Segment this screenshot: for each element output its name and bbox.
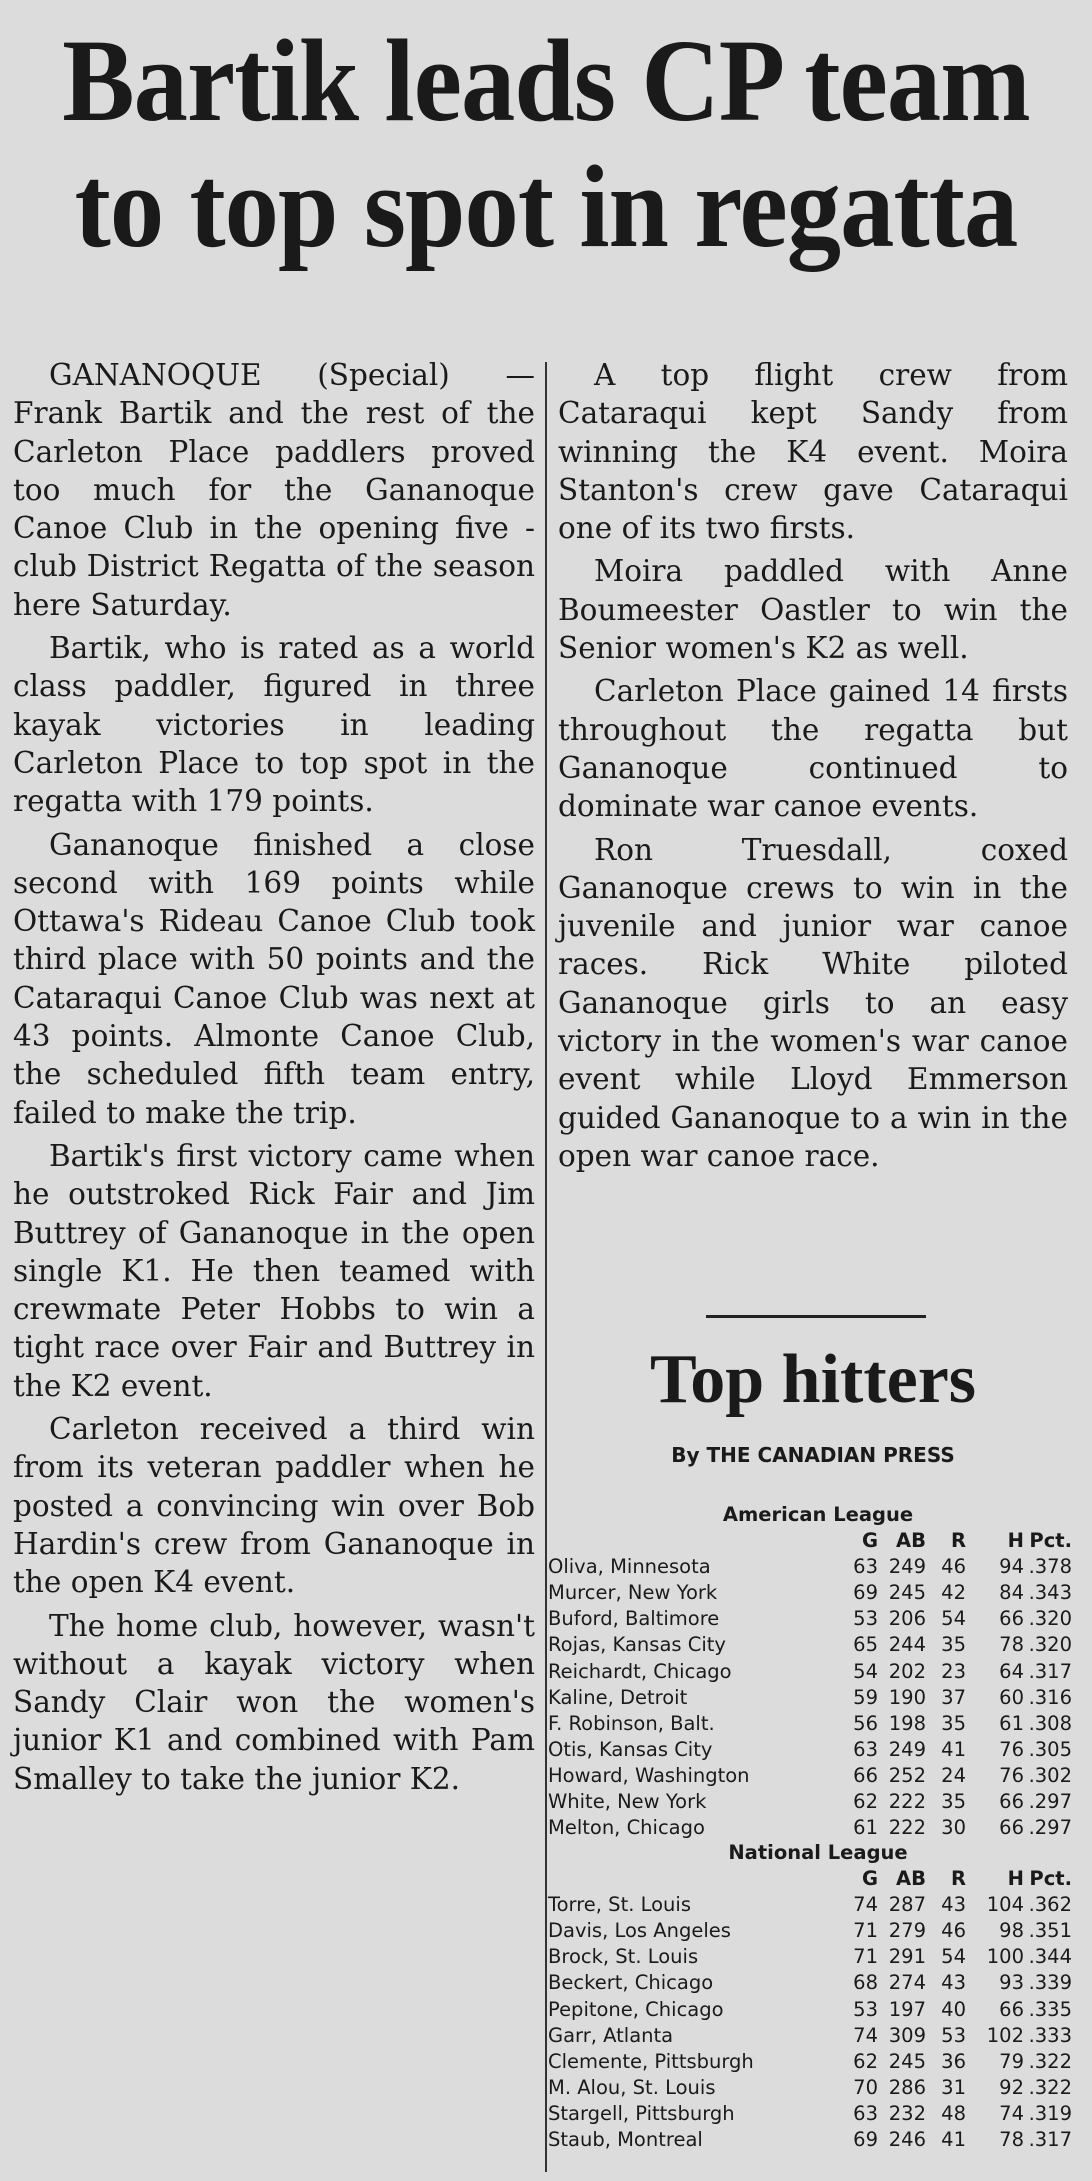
stat-cell: 60 bbox=[999, 1685, 1024, 1709]
stat-cell: 74 bbox=[853, 2023, 878, 2047]
stat-cell: 198 bbox=[888, 1711, 926, 1735]
header-cell: Pct. bbox=[1029, 1529, 1072, 1553]
table-row bbox=[548, 1892, 1072, 1918]
stat-cell: 35 bbox=[941, 1711, 966, 1735]
table-row bbox=[548, 1815, 1072, 1841]
stat-cell: 62 bbox=[853, 2049, 878, 2073]
stat-cell: 102 bbox=[986, 2023, 1024, 2047]
paragraph: A top flight crew from Cataraqui kept Sandy from winning the K4 event. Moira Stanton's crew gave Cataraqui one of its two firsts. bbox=[558, 358, 1068, 546]
stat-cell: 53 bbox=[853, 1997, 878, 2021]
player-cell: F. Robinson, Balt. bbox=[548, 1711, 715, 1735]
table-row bbox=[548, 1606, 1072, 1632]
stat-cell: .320 bbox=[1028, 1633, 1072, 1657]
national-league-table bbox=[548, 1840, 1072, 2153]
stat-cell: 245 bbox=[888, 2049, 926, 2073]
player-cell: Clemente, Pittsburgh bbox=[548, 2049, 754, 2073]
stat-cell: 35 bbox=[941, 1790, 966, 1814]
stat-cell: .322 bbox=[1028, 2075, 1072, 2099]
stat-cell: 59 bbox=[853, 1685, 878, 1709]
stat-cell: .297 bbox=[1028, 1816, 1072, 1840]
header-cell bbox=[548, 1866, 840, 1892]
player-cell: Otis, Kansas City bbox=[548, 1737, 713, 1761]
table-row bbox=[548, 2075, 1072, 2101]
table-row bbox=[548, 1763, 1072, 1789]
stat-cell: 69 bbox=[853, 1581, 878, 1605]
stat-cell: 41 bbox=[941, 2128, 966, 2152]
stat-cell: 46 bbox=[941, 1555, 966, 1579]
stat-cell: 70 bbox=[853, 2075, 878, 2099]
stat-cell: 30 bbox=[941, 1816, 966, 1840]
stat-cell: 66 bbox=[999, 1790, 1024, 1814]
header-cell: G bbox=[861, 1867, 878, 1891]
stat-cell: .316 bbox=[1028, 1685, 1072, 1709]
table-row bbox=[548, 2127, 1072, 2153]
stat-cell: .320 bbox=[1028, 1607, 1072, 1631]
stat-cell: 36 bbox=[941, 2049, 966, 2073]
player-cell: Beckert, Chicago bbox=[548, 1971, 714, 1995]
stat-cell: 249 bbox=[888, 1555, 926, 1579]
paragraph: Gananoque finished a close second with 169 points while Ottawa's Rideau Canoe Club took third place with 50 points and the Cataraqui Canoe Club was next at 43 points. Almonte Canoe Club, the scheduled fifth team entry, failed to make the trip. bbox=[13, 827, 535, 1130]
stat-cell: 252 bbox=[888, 1763, 926, 1787]
header-cell: Pct. bbox=[1029, 1867, 1072, 1891]
table-body bbox=[548, 1554, 1072, 1841]
header-cell: AB bbox=[896, 1529, 926, 1553]
stat-cell: 54 bbox=[941, 1945, 966, 1969]
paragraph: Bartik's first victory came when he outstroked Rick Fair and Jim Buttrey of Gananoque in the open single K1. He then teamed with crewmate Peter Hobbs to win a tight race over Fair and Buttrey in the K2 event. bbox=[13, 1138, 535, 1403]
american-league-table bbox=[548, 1502, 1072, 1841]
stat-cell: .322 bbox=[1028, 2049, 1072, 2073]
stat-cell: 222 bbox=[888, 1816, 926, 1840]
stat-cell: .362 bbox=[1028, 1893, 1072, 1917]
stat-cell: .344 bbox=[1028, 1945, 1072, 1969]
stat-cell: 53 bbox=[941, 2023, 966, 2047]
player-cell: Kaline, Detroit bbox=[548, 1685, 688, 1709]
stat-cell: .317 bbox=[1028, 2128, 1072, 2152]
table-row bbox=[548, 1789, 1072, 1815]
stat-cell: 54 bbox=[853, 1659, 878, 1683]
stat-cell: .305 bbox=[1028, 1737, 1072, 1761]
table-row bbox=[548, 1554, 1072, 1580]
stat-cell: 63 bbox=[853, 1737, 878, 1761]
player-cell: Melton, Chicago bbox=[548, 1816, 705, 1840]
stat-cell: 64 bbox=[999, 1659, 1024, 1683]
stat-cell: 78 bbox=[999, 1633, 1024, 1657]
stat-cell: 74 bbox=[999, 2101, 1024, 2125]
stat-cell: 65 bbox=[853, 1633, 878, 1657]
paragraph: GANANOQUE (Special) — Frank Bartik and the rest of the Carleton Place paddlers proved too much for the Gananoque Canoe Club in the opening five - club District Regatta of the season here Saturday. bbox=[13, 358, 535, 622]
table-row bbox=[548, 1659, 1072, 1685]
stat-cell: 309 bbox=[888, 2023, 926, 2047]
paragraph: The home club, however, wasn't without a kayak victory when Sandy Clair won the women's junior K1 and combined with Pam Smalley to take the junior K2. bbox=[13, 1608, 535, 1796]
stat-cell: 61 bbox=[999, 1711, 1024, 1735]
headline-line-2: to top spot in regatta bbox=[74, 141, 1018, 272]
stat-cell: 245 bbox=[888, 1581, 926, 1605]
stat-cell: .319 bbox=[1028, 2101, 1072, 2125]
paragraph: Carleton received a third win from its veteran paddler when he posted a convincing win over Bob Hardin's crew from Gananoque in the open K4 event. bbox=[13, 1412, 535, 1600]
player-cell: Oliva, Minnesota bbox=[548, 1555, 711, 1579]
stat-cell: 46 bbox=[941, 1919, 966, 1943]
stat-cell: 100 bbox=[986, 1945, 1024, 1969]
stat-cell: 66 bbox=[999, 1816, 1024, 1840]
stat-cell: 74 bbox=[853, 1893, 878, 1917]
stat-cell: 279 bbox=[888, 1919, 926, 1943]
header-cell: R bbox=[950, 1529, 966, 1553]
stat-cell: 24 bbox=[941, 1763, 966, 1787]
stat-cell: 63 bbox=[853, 2101, 878, 2125]
stat-cell: 66 bbox=[853, 1763, 878, 1787]
column-divider bbox=[545, 362, 547, 2172]
stat-cell: 206 bbox=[888, 1607, 926, 1631]
player-cell: Garr, Atlanta bbox=[548, 2023, 674, 2047]
article-right-column bbox=[558, 356, 1068, 1175]
stat-cell: 190 bbox=[888, 1685, 926, 1709]
stat-cell: 61 bbox=[853, 1816, 878, 1840]
stat-cell: 222 bbox=[888, 1790, 926, 1814]
table-row bbox=[548, 1970, 1072, 1996]
table-row bbox=[548, 1997, 1072, 2023]
header-cell: H bbox=[1007, 1529, 1024, 1553]
stat-cell: 68 bbox=[853, 1971, 878, 1995]
stat-cell: 98 bbox=[999, 1919, 1024, 1943]
stat-cell: 232 bbox=[888, 2101, 926, 2125]
stat-cell: 43 bbox=[941, 1971, 966, 1995]
headline-line-1: Bartik leads CP team bbox=[62, 15, 1030, 146]
stat-cell: .317 bbox=[1028, 1659, 1072, 1683]
stat-cell: 76 bbox=[999, 1737, 1024, 1761]
stat-cell: 286 bbox=[888, 2075, 926, 2099]
stat-cell: 78 bbox=[999, 2128, 1024, 2152]
stat-cell: 63 bbox=[853, 1555, 878, 1579]
table-row bbox=[548, 2049, 1072, 2075]
player-cell: Torre, St. Louis bbox=[548, 1893, 691, 1917]
stat-cell: .351 bbox=[1028, 1919, 1072, 1943]
stat-cell: 48 bbox=[941, 2101, 966, 2125]
stat-cell: .378 bbox=[1028, 1555, 1072, 1579]
stat-cell: 76 bbox=[999, 1763, 1024, 1787]
header-cell: G bbox=[861, 1529, 878, 1553]
stat-cell: 197 bbox=[888, 1997, 926, 2021]
stat-cell: 94 bbox=[999, 1555, 1024, 1579]
player-cell: Staub, Montreal bbox=[548, 2128, 703, 2152]
paragraph: Carleton Place gained 14 firsts throughout the regatta but Gananoque continued to dominate war canoe events. bbox=[558, 674, 1068, 824]
stat-cell: 246 bbox=[888, 2128, 926, 2152]
stat-cell: .302 bbox=[1028, 1763, 1072, 1787]
stat-cell: 37 bbox=[941, 1685, 966, 1709]
header-cell: R bbox=[950, 1867, 966, 1891]
stat-cell: 35 bbox=[941, 1633, 966, 1657]
stat-cell: .343 bbox=[1028, 1581, 1072, 1605]
header-cell: H bbox=[1007, 1867, 1024, 1891]
header-cell bbox=[548, 1528, 840, 1554]
stat-cell: .333 bbox=[1028, 2023, 1072, 2047]
table-row bbox=[548, 1918, 1072, 1944]
player-cell: Murcer, New York bbox=[548, 1581, 718, 1605]
stat-cell: 66 bbox=[999, 1607, 1024, 1631]
table-row bbox=[548, 1632, 1072, 1658]
paragraph: Ron Truesdall, coxed Gananoque crews to win in the juvenile and junior war canoe races. Rick White piloted Gananoque girls to an easy victory in the women's war canoe event while Lloyd Emmerson guided Gananoque to a win in the open war canoe race. bbox=[558, 832, 1068, 1173]
stat-cell: 287 bbox=[888, 1893, 926, 1917]
stat-cell: 291 bbox=[888, 1945, 926, 1969]
stat-cell: .297 bbox=[1028, 1790, 1072, 1814]
player-cell: Buford, Baltimore bbox=[548, 1607, 720, 1631]
stat-cell: 84 bbox=[999, 1581, 1024, 1605]
table-header bbox=[548, 1866, 1072, 1892]
stat-cell: 71 bbox=[853, 1919, 878, 1943]
stat-cell: 40 bbox=[941, 1997, 966, 2021]
player-cell: Pepitone, Chicago bbox=[548, 1997, 724, 2021]
stat-cell: 41 bbox=[941, 1737, 966, 1761]
table-header bbox=[548, 1528, 1072, 1554]
paragraph: Moira paddled with Anne Boumeester Oastler to win the Senior women's K2 as well. bbox=[558, 554, 1068, 666]
stat-cell: .339 bbox=[1028, 1971, 1072, 1995]
league-title: National League bbox=[728, 1841, 908, 1864]
headline bbox=[44, 15, 1049, 272]
stat-cell: .308 bbox=[1028, 1711, 1072, 1735]
stat-cell: 249 bbox=[888, 1737, 926, 1761]
table-body bbox=[548, 1892, 1072, 2153]
stat-cell: 66 bbox=[999, 1997, 1024, 2021]
table-row bbox=[548, 1944, 1072, 1970]
stat-cell: 92 bbox=[999, 2075, 1024, 2099]
table-row bbox=[548, 2023, 1072, 2049]
paragraph: Bartik, who is rated as a world class paddler, figured in three kayak victories in leading Carleton Place to top spot in the regatta with 179 points. bbox=[13, 631, 535, 819]
section-rule bbox=[706, 1315, 926, 1318]
stat-cell: 62 bbox=[853, 1790, 878, 1814]
stat-cell: 31 bbox=[941, 2075, 966, 2099]
player-cell: Reichardt, Chicago bbox=[548, 1659, 732, 1683]
stat-cell: 104 bbox=[986, 1893, 1024, 1917]
player-cell: Davis, Los Angeles bbox=[548, 1919, 731, 1943]
player-cell: Rojas, Kansas City bbox=[548, 1633, 726, 1657]
stat-cell: 43 bbox=[941, 1893, 966, 1917]
header-cell: AB bbox=[896, 1867, 926, 1891]
sidebar-title: Top hitters bbox=[649, 1341, 977, 1418]
league-title: American League bbox=[722, 1503, 914, 1526]
stat-cell: 42 bbox=[941, 1581, 966, 1605]
player-cell: Stargell, Pittsburgh bbox=[548, 2101, 735, 2125]
article-left-column bbox=[13, 356, 535, 1798]
table-row bbox=[548, 1737, 1072, 1763]
stat-cell: 54 bbox=[941, 1607, 966, 1631]
stat-cell: 56 bbox=[853, 1711, 878, 1735]
sidebar-byline: By THE CANADIAN PRESS bbox=[671, 1443, 955, 1467]
player-cell: Brock, St. Louis bbox=[548, 1945, 699, 1969]
table-row bbox=[548, 1711, 1072, 1737]
table-row bbox=[548, 2101, 1072, 2127]
stat-cell: 93 bbox=[999, 1971, 1024, 1995]
player-cell: M. Alou, St. Louis bbox=[548, 2075, 716, 2099]
player-cell: White, New York bbox=[548, 1790, 707, 1814]
stat-cell: 71 bbox=[853, 1945, 878, 1969]
stat-cell: 202 bbox=[888, 1659, 926, 1683]
stat-cell: 53 bbox=[853, 1607, 878, 1631]
stat-cell: .335 bbox=[1028, 1997, 1072, 2021]
stat-cell: 23 bbox=[941, 1659, 966, 1683]
player-cell: Howard, Washington bbox=[548, 1763, 750, 1787]
stat-cell: 274 bbox=[888, 1971, 926, 1995]
stat-cell: 79 bbox=[999, 2049, 1024, 2073]
stat-cell: 69 bbox=[853, 2128, 878, 2152]
stat-cell: 244 bbox=[888, 1633, 926, 1657]
table-row bbox=[548, 1580, 1072, 1606]
table-row bbox=[548, 1685, 1072, 1711]
